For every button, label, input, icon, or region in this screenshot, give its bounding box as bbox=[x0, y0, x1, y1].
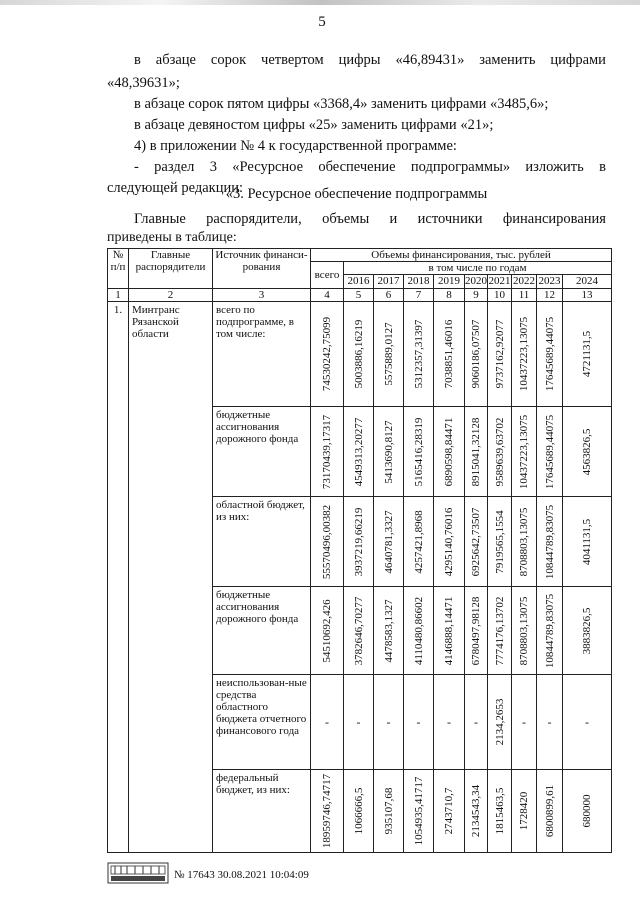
value-cell bbox=[374, 770, 404, 853]
intro-line-1 bbox=[134, 211, 606, 228]
value-text: 8708803,13075 bbox=[518, 596, 530, 665]
paragraph-5-word: подпрограммы» bbox=[410, 159, 511, 175]
paragraph-1-word: сорок bbox=[210, 52, 247, 68]
value-text: 4257421,8968 bbox=[412, 509, 425, 574]
value-cell bbox=[344, 302, 374, 407]
paragraph-1-word: в bbox=[134, 52, 141, 68]
value-text: 3782646,70277 bbox=[352, 596, 365, 665]
value-text: 935107,68 bbox=[382, 787, 395, 835]
value-cell bbox=[488, 497, 512, 587]
value-text: 7038851,46016 bbox=[443, 319, 455, 389]
value-cell bbox=[512, 302, 537, 407]
column-number-5: 5 bbox=[344, 289, 374, 302]
paragraph-1-word: цифры bbox=[338, 52, 381, 68]
value-cell bbox=[404, 497, 434, 587]
value-cell bbox=[488, 407, 512, 497]
value-cell bbox=[465, 770, 488, 853]
value-text: 17645689,44075 bbox=[543, 414, 556, 489]
value-cell bbox=[488, 770, 512, 853]
value-cell bbox=[512, 770, 537, 853]
value-cell bbox=[404, 407, 434, 497]
header-year-2017: 2017 bbox=[374, 275, 404, 289]
value-text: 10844789,83075 bbox=[543, 504, 556, 579]
column-number-12: 12 bbox=[537, 289, 563, 302]
value-cell bbox=[311, 407, 344, 497]
column-number-8: 8 bbox=[434, 289, 465, 302]
value-cell bbox=[434, 587, 465, 675]
value-text: 5165416,28319 bbox=[412, 417, 425, 486]
value-text: 1815463,5 bbox=[493, 787, 506, 835]
value-text: 1728420 bbox=[518, 791, 530, 831]
value-text: 4563826,5 bbox=[581, 428, 594, 475]
value-cell bbox=[374, 302, 404, 407]
value-text: 7919565,1554 bbox=[493, 509, 506, 574]
value-cell bbox=[537, 407, 563, 497]
value-cell bbox=[344, 497, 374, 587]
paragraph-1-word: «46,89431» bbox=[395, 52, 465, 68]
value-cell bbox=[563, 497, 612, 587]
value-text: 55570496,00382 bbox=[321, 504, 333, 579]
value-dash: - bbox=[537, 675, 563, 770]
resource-table bbox=[107, 248, 612, 853]
value-text: 2134543,34 bbox=[470, 784, 482, 838]
paragraph-1-word: четвертом bbox=[261, 52, 324, 68]
header-by-years: в том числе по годам bbox=[344, 262, 612, 275]
paragraph-5-line-1 bbox=[134, 159, 606, 176]
source-cell: областной бюджет, из них: bbox=[213, 497, 311, 587]
section-title: «3. Ресурсное обеспечение подпрограммы bbox=[225, 186, 488, 202]
value-text: 1054935,41717 bbox=[412, 776, 425, 846]
value-text: 74530242,75099 bbox=[321, 316, 333, 392]
value-text: 3883826,5 bbox=[581, 607, 594, 654]
column-number-10: 10 bbox=[488, 289, 512, 302]
value-cell bbox=[537, 497, 563, 587]
value-text: 5312357,31397 bbox=[412, 319, 425, 389]
value-text: 18959746,74717 bbox=[321, 773, 333, 849]
value-text: 2743710,7 bbox=[443, 787, 455, 835]
value-cell bbox=[488, 302, 512, 407]
value-cell bbox=[465, 407, 488, 497]
value-cell bbox=[404, 587, 434, 675]
value-cell bbox=[512, 497, 537, 587]
value-text: 2134,2653 bbox=[493, 698, 506, 746]
header-year-2019: 2019 bbox=[434, 275, 465, 289]
row-number: 1. bbox=[108, 302, 129, 853]
value-cell bbox=[434, 770, 465, 853]
value-cell bbox=[404, 770, 434, 853]
column-number-9: 9 bbox=[465, 289, 488, 302]
column-number-4: 4 bbox=[311, 289, 344, 302]
column-number-1: 1 bbox=[108, 289, 129, 302]
paragraph-5-word: обеспечение bbox=[318, 159, 396, 175]
header-total: всего bbox=[311, 262, 344, 289]
value-dash: - bbox=[563, 675, 612, 770]
value-text: 7774176,13702 bbox=[493, 596, 506, 665]
source-cell: федеральный бюджет, из них: bbox=[213, 770, 311, 853]
header-year-2016: 2016 bbox=[344, 275, 374, 289]
value-cell bbox=[465, 497, 488, 587]
value-cell bbox=[344, 587, 374, 675]
value-dash: - bbox=[344, 675, 374, 770]
paragraph-5-word: «Ресурсное bbox=[232, 159, 304, 175]
value-cell bbox=[512, 407, 537, 497]
paragraph-4: 4) в приложении № 4 к государственной программе: bbox=[134, 138, 457, 154]
value-text: 73170439,17317 bbox=[321, 414, 333, 489]
column-number-3: 3 bbox=[213, 289, 311, 302]
value-text: 6780497,98128 bbox=[470, 596, 482, 665]
value-dash: - bbox=[465, 675, 488, 770]
value-text: 680000 bbox=[581, 794, 594, 828]
value-cell bbox=[488, 587, 512, 675]
value-cell bbox=[537, 587, 563, 675]
value-text: 5413690,8127 bbox=[382, 419, 395, 484]
header-year-2020: 2020 bbox=[465, 275, 487, 287]
source-cell: всего по подпрограмме, в том числе: bbox=[213, 302, 311, 407]
value-text: 10437223,13075 bbox=[518, 414, 530, 489]
value-cell bbox=[563, 770, 612, 853]
paragraph-5-line-2: следующей редакции: bbox=[107, 180, 244, 196]
value-text: 5003886,16219 bbox=[352, 319, 365, 389]
footer-datetime: 30.08.2021 10:04:09 bbox=[217, 869, 309, 881]
source-cell: неиспользован-ные средства областного бюджета отчетного финансового года bbox=[213, 675, 311, 770]
value-dash: - bbox=[404, 675, 434, 770]
value-text: 5575889,0127 bbox=[382, 322, 395, 386]
header-volumes: Объемы финансирования, тыс. рублей bbox=[311, 249, 612, 262]
footer-registration bbox=[174, 869, 309, 881]
value-cell bbox=[537, 302, 563, 407]
column-number-2: 2 bbox=[129, 289, 213, 302]
column-number-13: 13 bbox=[563, 289, 612, 302]
paragraph-5-word: изложить bbox=[525, 159, 584, 175]
paragraph-1-word: абзаце bbox=[155, 52, 196, 68]
paragraph-1-word: заменить bbox=[479, 52, 536, 68]
intro-word: распорядители, bbox=[206, 211, 302, 227]
value-cell bbox=[374, 407, 404, 497]
paragraph-1-line-2: «48,39631»; bbox=[107, 75, 180, 91]
table-row bbox=[108, 302, 612, 407]
intro-word: источники bbox=[417, 211, 483, 227]
column-number-6: 6 bbox=[374, 289, 404, 302]
value-text: 3937219,66219 bbox=[352, 507, 365, 576]
value-cell bbox=[434, 497, 465, 587]
paragraph-5-word: раздел bbox=[154, 159, 195, 175]
header-year-2023: 2023 bbox=[538, 275, 561, 287]
value-cell bbox=[434, 407, 465, 497]
intro-word: финансирования bbox=[502, 211, 606, 227]
column-number-11: 11 bbox=[512, 289, 537, 302]
value-text: 17645689,44075 bbox=[543, 316, 556, 392]
value-cell bbox=[537, 770, 563, 853]
value-cell bbox=[311, 302, 344, 407]
paragraph-5-word: - bbox=[134, 159, 139, 175]
value-cell bbox=[311, 770, 344, 853]
value-text: 1066666,5 bbox=[352, 787, 365, 835]
manager-cell: Минтранс Рязанской области bbox=[129, 302, 213, 853]
value-cell bbox=[374, 497, 404, 587]
value-cell bbox=[404, 302, 434, 407]
value-dash: - bbox=[434, 675, 465, 770]
value-text: 9060186,07507 bbox=[470, 319, 482, 389]
paragraph-5-word: в bbox=[599, 159, 606, 175]
header-year-2018: 2018 bbox=[404, 275, 434, 289]
header-year-2022: 2022 bbox=[513, 275, 535, 287]
value-cell bbox=[563, 302, 612, 407]
value-cell bbox=[374, 587, 404, 675]
value-cell bbox=[465, 587, 488, 675]
page-number: 5 bbox=[318, 14, 326, 30]
value-cell bbox=[434, 302, 465, 407]
intro-word: Главные bbox=[134, 211, 186, 227]
value-text: 4295140,76016 bbox=[443, 507, 455, 576]
value-text: 4721131,5 bbox=[581, 330, 594, 378]
paragraph-2: в абзаце сорок пятом цифры «3368,4» заменить цифрами «3485,6»; bbox=[134, 96, 549, 112]
value-text: 54510692,426 bbox=[321, 598, 333, 663]
value-text: 9589639,63702 bbox=[493, 417, 506, 486]
value-cell bbox=[311, 497, 344, 587]
intro-word: объемы bbox=[322, 211, 370, 227]
intro-line-2: приведены в таблице: bbox=[107, 230, 237, 245]
paragraph-1-line-1 bbox=[134, 52, 606, 69]
value-dash: - bbox=[311, 675, 344, 770]
value-cell bbox=[563, 407, 612, 497]
header-year-2024: 2024 bbox=[563, 275, 612, 289]
qr-stamp-icon bbox=[107, 862, 169, 884]
value-cell bbox=[465, 302, 488, 407]
value-cell bbox=[488, 675, 512, 770]
column-number-7: 7 bbox=[404, 289, 434, 302]
value-text: 10437223,13075 bbox=[518, 316, 530, 392]
value-dash: - bbox=[512, 675, 537, 770]
value-text: 4110480,86602 bbox=[412, 596, 425, 665]
value-text: 6800899,61 bbox=[543, 784, 556, 838]
value-text: 9737162,92077 bbox=[493, 319, 506, 389]
header-year-2021: 2021 bbox=[488, 275, 511, 287]
value-cell bbox=[563, 587, 612, 675]
paragraph-3: в абзаце девяностом цифры «25» заменить цифрами «21»; bbox=[134, 117, 494, 133]
value-dash: - bbox=[374, 675, 404, 770]
source-cell: бюджетные ассигнования дорожного фонда bbox=[213, 407, 311, 497]
value-text: 6925642,73507 bbox=[470, 507, 482, 576]
value-text: 6890598,84471 bbox=[443, 417, 455, 486]
header-num: № п/п bbox=[108, 249, 129, 289]
source-cell: бюджетные ассигнования дорожного фонда bbox=[213, 587, 311, 675]
scan-edge bbox=[0, 0, 640, 5]
intro-word: и bbox=[389, 211, 398, 227]
value-text: 8708803,13075 bbox=[518, 507, 530, 576]
paragraph-1-word: цифрами bbox=[550, 52, 606, 68]
value-text: 8915041,32128 bbox=[470, 417, 482, 486]
header-source: Источник финанси-рования bbox=[213, 249, 311, 289]
footer-doc-number: № 17643 bbox=[174, 869, 215, 881]
value-cell bbox=[311, 587, 344, 675]
paragraph-5-word: 3 bbox=[209, 159, 217, 175]
value-cell bbox=[344, 407, 374, 497]
value-text: 10844789,83075 bbox=[543, 593, 556, 668]
value-cell bbox=[512, 587, 537, 675]
value-text: 4478583,1327 bbox=[382, 598, 395, 663]
value-text: 4640781,3327 bbox=[382, 509, 395, 574]
value-cell bbox=[344, 770, 374, 853]
value-text: 4041131,5 bbox=[581, 518, 594, 565]
value-text: 4146888,14471 bbox=[443, 596, 455, 665]
header-managers: Главные распорядители bbox=[129, 249, 213, 289]
value-text: 4549313,20277 bbox=[352, 417, 365, 486]
